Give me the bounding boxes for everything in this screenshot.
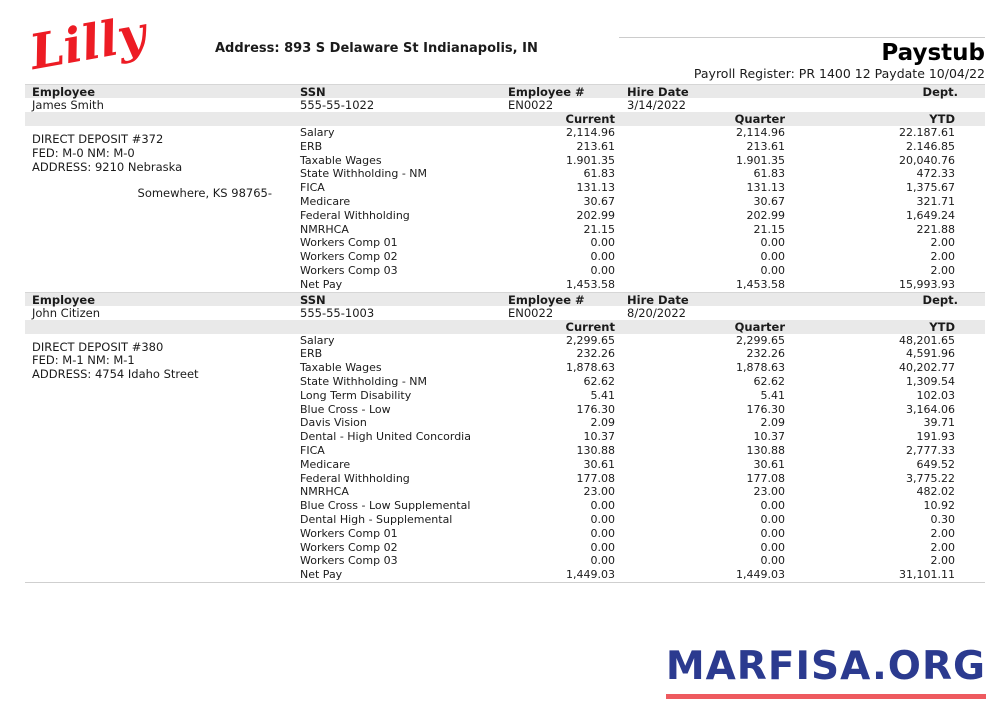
pay-item-quarter: 21.15 xyxy=(753,222,785,236)
employee-number: EN0022 xyxy=(508,98,554,112)
pay-item-label: NMRHCA xyxy=(300,222,349,236)
page-title: Paystub xyxy=(881,40,985,66)
employee-data-row xyxy=(25,98,985,112)
employee-header-row xyxy=(25,84,985,98)
pay-item-label: NMRHCA xyxy=(300,485,349,499)
pay-item-ytd: 321.71 xyxy=(916,194,955,208)
pay-item-quarter: 23.00 xyxy=(753,485,785,499)
employee-data-row xyxy=(25,306,985,320)
col-hire-date-label: Hire Date xyxy=(627,85,689,99)
pay-item-current: 1.901.35 xyxy=(566,153,615,167)
employee-section xyxy=(25,292,985,582)
pay-item-ytd: 2.00 xyxy=(930,540,955,554)
title-block xyxy=(619,37,985,81)
pay-item-ytd: 472.33 xyxy=(916,167,955,181)
pay-item-ytd: 1,649.24 xyxy=(906,208,955,222)
pay-item-ytd: 191.93 xyxy=(916,430,955,444)
pay-row xyxy=(300,334,985,348)
pay-row xyxy=(300,236,985,250)
pay-item-label: Net Pay xyxy=(300,568,343,582)
pay-item-current: 1,449.03 xyxy=(566,568,615,582)
pay-row xyxy=(300,472,985,486)
pay-item-quarter: 0.00 xyxy=(760,263,785,277)
pay-item-ytd: 2.00 xyxy=(930,263,955,277)
paystub-table xyxy=(25,84,985,583)
pay-item-label: Dental - High United Concordia xyxy=(300,430,471,444)
employee-body xyxy=(25,126,985,292)
pay-item-quarter: 2.09 xyxy=(760,416,785,430)
pay-row xyxy=(300,499,985,513)
employee-number: EN0022 xyxy=(508,305,554,320)
pay-row xyxy=(300,347,985,361)
employee-info-line: FED: M-1 NM: M-1 xyxy=(32,353,135,368)
pay-item-ytd: 2.00 xyxy=(930,526,955,540)
employee-dept xyxy=(838,98,958,112)
pay-item-current: 30.61 xyxy=(583,457,615,471)
pay-row xyxy=(300,485,985,499)
marfisa-site-link[interactable]: MARFISA.ORG xyxy=(666,645,986,699)
pay-rows xyxy=(300,334,985,582)
pay-item-ytd: 2.00 xyxy=(930,554,955,568)
pay-item-current: 30.67 xyxy=(583,194,615,208)
pay-item-current: 62.62 xyxy=(583,374,615,388)
col-ssn-label: SSN xyxy=(300,292,326,307)
pay-item-ytd: 31,101.11 xyxy=(899,568,955,582)
pay-item-quarter: 0.00 xyxy=(760,250,785,264)
col-hire-date-label: Hire Date xyxy=(627,292,689,307)
pay-item-ytd: 10.92 xyxy=(923,499,955,513)
pay-item-label: State Withholding - NM xyxy=(300,167,428,181)
lilly-logo-text: Lilly xyxy=(26,5,151,82)
pay-item-current: 177.08 xyxy=(576,471,615,485)
pay-item-quarter: 0.00 xyxy=(760,236,785,250)
pay-item-ytd: 3,164.06 xyxy=(906,402,955,416)
employee-info-line: DIRECT DEPOSIT #380 xyxy=(32,339,164,354)
pay-item-ytd: 4,591.96 xyxy=(906,347,955,361)
col-employee-no-label: Employee # xyxy=(508,292,585,307)
pay-item-label: Taxable Wages xyxy=(300,153,382,167)
pay-item-label: Long Term Disability xyxy=(300,388,412,402)
pay-item-label: Salary xyxy=(300,126,335,139)
pay-item-ytd: 2.00 xyxy=(930,250,955,264)
employee-body xyxy=(25,334,985,582)
amount-header-row xyxy=(25,112,985,126)
pay-item-current: 2.09 xyxy=(590,416,615,430)
pay-row xyxy=(300,264,985,278)
pay-item-ytd: 1,309.54 xyxy=(906,374,955,388)
pay-item-label: State Withholding - NM xyxy=(300,374,428,388)
employee-hire-date: 8/20/2022 xyxy=(627,305,686,320)
pay-item-quarter: 2,114.96 xyxy=(736,126,785,139)
col-quarter-label: Quarter xyxy=(734,112,785,126)
col-employee-no-label: Employee # xyxy=(508,85,585,99)
employee-info-line: FED: M-0 NM: M-0 xyxy=(32,145,135,160)
col-current-label: Current xyxy=(565,319,615,334)
pay-item-label: Salary xyxy=(300,333,335,347)
pay-item-ytd: 3,775.22 xyxy=(906,471,955,485)
employee-info-line: ADDRESS: 4754 Idaho Street xyxy=(32,367,199,382)
pay-item-ytd: 649.52 xyxy=(916,457,955,471)
employee-ssn: 555-55-1003 xyxy=(300,305,375,320)
pay-item-quarter: 2,299.65 xyxy=(736,333,785,347)
pay-row xyxy=(300,403,985,417)
employee-info-block xyxy=(25,334,300,582)
pay-item-current: 61.83 xyxy=(583,167,615,181)
pay-item-ytd: 2,777.33 xyxy=(906,443,955,457)
pay-item-ytd: 102.03 xyxy=(916,388,955,402)
footer xyxy=(666,645,986,699)
pay-item-current: 176.30 xyxy=(576,402,615,416)
pay-row xyxy=(300,375,985,389)
col-employee-label: Employee xyxy=(32,292,96,307)
pay-row xyxy=(300,278,985,292)
pay-item-quarter: 30.67 xyxy=(753,194,785,208)
pay-item-quarter: 0.00 xyxy=(760,554,785,568)
col-quarter-label: Quarter xyxy=(734,319,785,334)
pay-item-quarter: 202.99 xyxy=(746,208,785,222)
col-ytd-label: YTD xyxy=(929,319,955,334)
pay-row xyxy=(300,209,985,223)
pay-item-quarter: 0.00 xyxy=(760,499,785,513)
pay-row xyxy=(300,458,985,472)
pay-item-current: 1,453.58 xyxy=(566,277,615,291)
pay-row xyxy=(300,126,985,140)
pay-item-quarter: 0.00 xyxy=(760,526,785,540)
pay-item-ytd: 20,040.76 xyxy=(899,153,955,167)
pay-row xyxy=(300,250,985,264)
pay-item-label: FICA xyxy=(300,181,325,195)
employee-section xyxy=(25,84,985,292)
col-employee-label: Employee xyxy=(32,85,96,99)
employee-hire-date: 3/14/2022 xyxy=(627,98,686,112)
pay-item-label: Federal Withholding xyxy=(300,471,410,485)
pay-item-current: 2,299.65 xyxy=(566,333,615,347)
employee-dept xyxy=(838,306,958,320)
pay-item-ytd: 48,201.65 xyxy=(899,333,955,347)
employee-name: John Citizen xyxy=(32,305,100,320)
pay-item-quarter: 1,449.03 xyxy=(736,568,785,582)
pay-item-ytd: 39.71 xyxy=(923,416,955,430)
col-ssn-label: SSN xyxy=(300,85,326,99)
pay-item-label: Workers Comp 01 xyxy=(300,236,398,250)
employee-ssn: 555-55-1022 xyxy=(300,98,375,112)
pay-item-current: 23.00 xyxy=(583,485,615,499)
pay-item-label: Medicare xyxy=(300,194,351,208)
pay-row xyxy=(300,154,985,168)
pay-row xyxy=(300,444,985,458)
employee-city-line: Somewhere, KS 98765- xyxy=(137,186,272,201)
pay-item-current: 232.26 xyxy=(576,347,615,361)
pay-item-quarter: 130.88 xyxy=(746,443,785,457)
pay-row xyxy=(300,554,985,568)
lilly-logo-graphic xyxy=(26,2,166,86)
pay-item-label: Taxable Wages xyxy=(300,361,382,375)
pay-item-quarter: 5.41 xyxy=(760,388,785,402)
pay-item-current: 0.00 xyxy=(590,250,615,264)
pay-row xyxy=(300,513,985,527)
pay-item-label: Workers Comp 02 xyxy=(300,540,398,554)
employee-info-line: DIRECT DEPOSIT #372 xyxy=(32,132,164,146)
pay-row xyxy=(300,527,985,541)
employee-header-row xyxy=(25,292,985,306)
pay-row xyxy=(300,181,985,195)
pay-row xyxy=(300,223,985,237)
pay-item-current: 2,114.96 xyxy=(566,126,615,139)
pay-item-quarter: 131.13 xyxy=(746,181,785,195)
pay-item-label: FICA xyxy=(300,443,325,457)
pay-item-ytd: 221.88 xyxy=(916,222,955,236)
pay-item-current: 0.00 xyxy=(590,499,615,513)
pay-item-quarter: 1,878.63 xyxy=(736,361,785,375)
pay-item-quarter: 62.62 xyxy=(753,374,785,388)
pay-item-label: Davis Vision xyxy=(300,416,367,430)
pay-item-current: 130.88 xyxy=(576,443,615,457)
employee-info-block xyxy=(25,126,300,292)
employee-info-line: ADDRESS: 9210 Nebraska xyxy=(32,159,183,174)
pay-item-ytd: 22.187.61 xyxy=(899,126,955,139)
pay-item-ytd: 482.02 xyxy=(916,485,955,499)
pay-row xyxy=(300,140,985,154)
header-divider xyxy=(619,37,985,38)
pay-row xyxy=(300,167,985,181)
pay-item-current: 213.61 xyxy=(576,139,615,153)
pay-row xyxy=(300,430,985,444)
pay-item-quarter: 0.00 xyxy=(760,540,785,554)
pay-item-ytd: 0.30 xyxy=(930,512,955,526)
pay-item-current: 10.37 xyxy=(583,430,615,444)
pay-item-label: Workers Comp 03 xyxy=(300,554,398,568)
pay-item-label: Dental High - Supplemental xyxy=(300,512,453,526)
pay-item-label: ERB xyxy=(300,347,323,361)
pay-item-quarter: 176.30 xyxy=(746,402,785,416)
pay-item-label: Workers Comp 01 xyxy=(300,526,398,540)
pay-item-quarter: 1,453.58 xyxy=(736,277,785,291)
pay-item-current: 202.99 xyxy=(576,208,615,222)
pay-item-label: Blue Cross - Low xyxy=(300,402,391,416)
pay-row xyxy=(300,541,985,555)
pay-item-ytd: 40,202.77 xyxy=(899,361,955,375)
pay-item-label: Blue Cross - Low Supplemental xyxy=(300,499,471,513)
pay-item-current: 21.15 xyxy=(583,222,615,236)
pay-item-quarter: 232.26 xyxy=(746,347,785,361)
col-dept-label: Dept. xyxy=(922,292,958,307)
pay-item-quarter: 213.61 xyxy=(746,139,785,153)
pay-rows xyxy=(300,126,985,292)
pay-item-quarter: 10.37 xyxy=(753,430,785,444)
pay-item-label: Workers Comp 03 xyxy=(300,263,398,277)
pay-item-ytd: 1,375.67 xyxy=(906,181,955,195)
pay-item-current: 0.00 xyxy=(590,512,615,526)
pay-item-current: 1,878.63 xyxy=(566,361,615,375)
pay-item-label: Workers Comp 02 xyxy=(300,250,398,264)
pay-row xyxy=(300,416,985,430)
payroll-register-line: Payroll Register: PR 1400 12 Paydate 10/04/22 xyxy=(693,66,985,81)
pay-item-quarter: 1.901.35 xyxy=(736,153,785,167)
amount-header-row xyxy=(25,320,985,334)
pay-item-label: Net Pay xyxy=(300,277,343,291)
pay-item-ytd: 15,993.93 xyxy=(899,277,955,291)
pay-item-ytd: 2.146.85 xyxy=(906,139,955,153)
pay-item-current: 0.00 xyxy=(590,236,615,250)
pay-item-current: 0.00 xyxy=(590,526,615,540)
pay-row xyxy=(300,361,985,375)
pay-item-quarter: 177.08 xyxy=(746,471,785,485)
pay-row xyxy=(300,195,985,209)
pay-item-quarter: 0.00 xyxy=(760,512,785,526)
pay-item-quarter: 61.83 xyxy=(753,167,785,181)
pay-item-quarter: 30.61 xyxy=(753,457,785,471)
company-address: Address: 893 S Delaware St Indianapolis, IN xyxy=(215,41,538,56)
pay-row xyxy=(300,568,985,582)
pay-item-current: 0.00 xyxy=(590,554,615,568)
col-ytd-label: YTD xyxy=(929,112,955,126)
pay-item-label: ERB xyxy=(300,139,323,153)
pay-item-current: 0.00 xyxy=(590,540,615,554)
pay-row xyxy=(300,389,985,403)
pay-item-ytd: 2.00 xyxy=(930,236,955,250)
pay-item-current: 0.00 xyxy=(590,263,615,277)
pay-item-current: 131.13 xyxy=(576,181,615,195)
pay-item-label: Medicare xyxy=(300,457,351,471)
lilly-logo xyxy=(26,2,166,86)
pay-item-label: Federal Withholding xyxy=(300,208,410,222)
pay-item-current: 5.41 xyxy=(590,388,615,402)
col-current-label: Current xyxy=(565,112,615,126)
employee-name: James Smith xyxy=(32,98,104,112)
col-dept-label: Dept. xyxy=(922,85,958,99)
